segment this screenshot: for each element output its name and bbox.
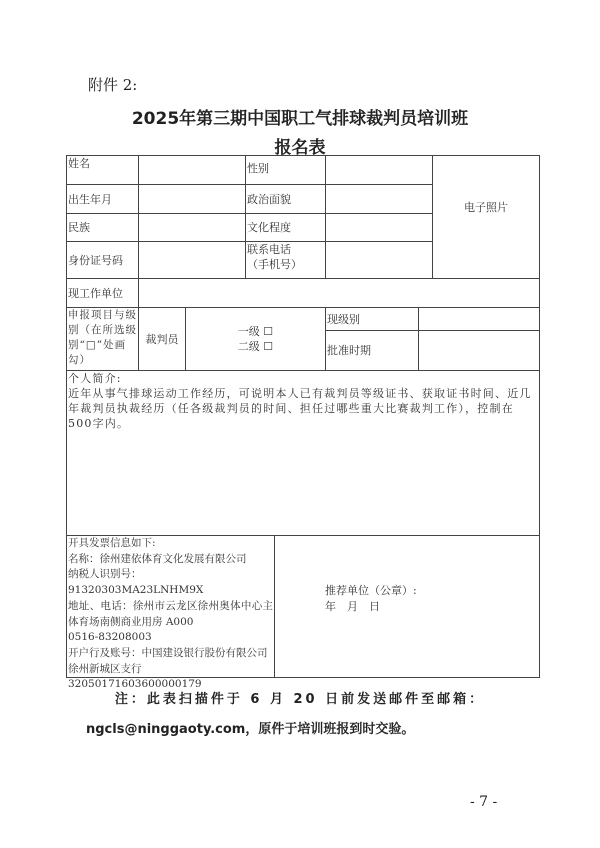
- field-workplace[interactable]: [138, 278, 540, 308]
- phone-sublabel: （手机号）: [247, 258, 302, 271]
- level1-checkbox[interactable]: 一级 ☐: [237, 325, 274, 338]
- note-line-1: 注：此表扫描件于 6 月 20 日前发送邮件至邮箱：: [114, 692, 486, 707]
- page-title: 2025年第三期中国职工气排球裁判员培训班: [131, 109, 469, 129]
- field-approval-date[interactable]: [418, 330, 540, 371]
- field-id-number[interactable]: [138, 241, 246, 279]
- level-options: [185, 307, 326, 371]
- note-line-2: ngcls@ninggaoty.com，原件于培训班报到时交验。: [86, 722, 415, 737]
- invoice-info: [66, 535, 275, 691]
- field-birth[interactable]: [138, 184, 246, 214]
- invoice-line: 开具发票信息如下:: [68, 537, 156, 549]
- field-ethnicity[interactable]: [138, 213, 246, 242]
- invoice-line: 纳税人识别号：91320303MA23LNHM9X: [68, 568, 204, 597]
- field-phone[interactable]: [325, 241, 433, 279]
- label-education: 文化程度: [245, 213, 326, 242]
- invoice-line: 开户行及账号：中国建设银行股份有限公司徐州新城区支行: [68, 646, 268, 675]
- field-education[interactable]: [325, 213, 433, 242]
- label-phone: [245, 241, 326, 279]
- bio-section[interactable]: [66, 370, 540, 536]
- attachment-label: 附件 2:: [88, 76, 138, 94]
- field-current-level[interactable]: [418, 307, 540, 331]
- date-label: 年 月 日: [325, 600, 380, 613]
- label-current-level: 现级别: [325, 307, 419, 331]
- label-political: 政治面貌: [245, 184, 326, 214]
- field-gender[interactable]: [325, 155, 433, 185]
- invoice-line: 32050171603600000179: [68, 678, 202, 691]
- invoice-line: 地址、电话：徐州市云龙区徐州奥体中心主体育场南侧商业用房 A000: [68, 599, 273, 628]
- label-approval-date: 批准时期: [325, 330, 419, 371]
- label-birth: 出生年月: [66, 184, 139, 214]
- field-name[interactable]: [138, 155, 246, 185]
- page-subtitle: 报名表: [274, 138, 326, 158]
- photo-box[interactable]: [432, 155, 540, 279]
- invoice-line: 名称：徐州建依体育文化发展有限公司: [68, 552, 247, 565]
- photo-label: 电子照片: [464, 200, 508, 214]
- field-political[interactable]: [325, 184, 433, 214]
- invoice-line: 0516-83208003: [68, 631, 152, 644]
- recommend-label: 推荐单位（公章）:: [325, 584, 417, 597]
- bio-title: 个人简介:: [68, 372, 122, 385]
- label-referee: 裁判员: [138, 307, 186, 371]
- label-workplace: 现工作单位: [66, 278, 139, 308]
- page-number: - 7 -: [470, 794, 498, 810]
- label-gender: 性别: [245, 155, 326, 185]
- level2-checkbox[interactable]: 二级 ☐: [237, 340, 274, 353]
- recommend-section[interactable]: [274, 535, 540, 678]
- label-ethnicity: 民族: [66, 213, 139, 242]
- phone-label: 联系电话: [247, 243, 291, 256]
- label-apply: 申报项目与级别（在所选级别“□”处画勾）: [66, 307, 139, 371]
- bio-instructions: 近年从事气排球运动工作经历，可说明本人已有裁判员等级证书、获取证书时间、近几年裁判员执裁经历（任各级裁判员的时间、担任过哪些重大比赛裁判工作），控制在500字内。: [68, 387, 532, 430]
- label-name: 姓名: [66, 155, 139, 185]
- label-id-number: 身份证号码: [66, 241, 139, 279]
